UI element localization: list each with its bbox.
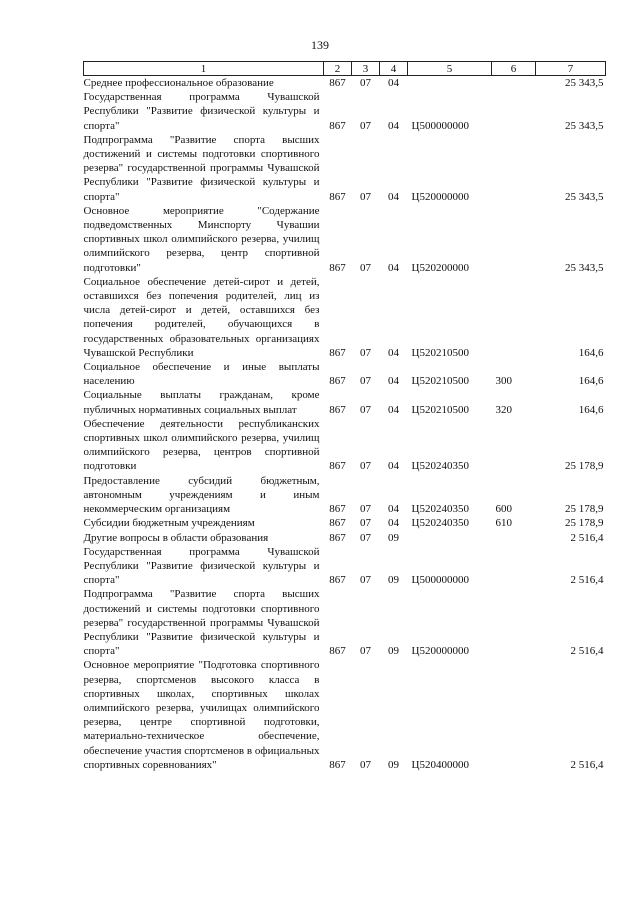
page-number: 139 — [311, 38, 329, 52]
row-target-article: Ц500000000 — [411, 119, 469, 132]
row-target-article — [408, 531, 492, 545]
row-section-code: 07 — [360, 531, 371, 544]
row-amount: 25 178,9 — [565, 503, 604, 516]
table-row — [84, 545, 606, 588]
table-header-row — [84, 62, 606, 76]
row-target-article: Ц520210500 — [411, 346, 469, 359]
row-subsection-code: 04 — [388, 77, 399, 89]
row-description: Основное мероприятие "Подготовка спортивного резерва, спортсменов высокого класса в спортивных школах, спортивных школах олимпийского резерва, училищах олимпийского резерва, центре спортивной подготовки, материально-техническое обеспечение, обеспечение участия спортсменов в официальных спортивных соревнованиях" — [83, 659, 320, 771]
row-section-code: 07 — [360, 261, 371, 274]
table-row — [84, 388, 606, 416]
row-target-article: Ц520210500 — [411, 403, 469, 416]
row-ministry-code: 867 — [329, 531, 346, 544]
table-row — [84, 204, 606, 275]
row-target-article: Ц520210500 — [411, 375, 469, 388]
row-expense-type: 600 — [495, 503, 512, 516]
row-description: Предоставление субсидий бюджетным, автономным учреждениям и иным некоммерческим организациям — [83, 474, 320, 516]
row-section-code: 07 — [360, 77, 371, 89]
row-ministry-code: 867 — [329, 645, 346, 658]
row-ministry-code: 867 — [329, 517, 346, 530]
row-amount: 25 343,5 — [565, 190, 604, 203]
row-ministry-code: 867 — [329, 261, 346, 274]
row-target-article: Ц520240350 — [411, 460, 469, 473]
row-section-code: 07 — [360, 758, 371, 771]
row-section-code: 07 — [360, 190, 371, 203]
row-expense-type — [492, 90, 536, 133]
row-amount: 164,6 — [578, 375, 604, 388]
row-description: Социальные выплаты гражданам, кроме публичных нормативных социальных выплат — [83, 389, 320, 416]
row-amount: 25 178,9 — [565, 517, 604, 530]
row-amount: 2 516,4 — [570, 758, 604, 771]
row-expense-type — [492, 417, 536, 474]
row-ministry-code: 867 — [329, 346, 346, 359]
table-row — [84, 516, 606, 530]
header-col-1: 1 — [84, 62, 324, 76]
row-target-article: Ц520240350 — [411, 503, 469, 516]
row-section-code: 07 — [360, 574, 371, 587]
row-subsection-code: 04 — [388, 403, 399, 416]
budget-table — [83, 61, 606, 772]
row-subsection-code: 09 — [388, 531, 399, 544]
row-expense-type — [492, 658, 536, 772]
row-section-code: 07 — [360, 375, 371, 388]
row-subsection-code: 04 — [388, 503, 399, 516]
row-section-code: 07 — [360, 119, 371, 132]
table-row — [84, 275, 606, 360]
table-row — [84, 587, 606, 658]
header-col-6: 6 — [492, 62, 536, 76]
row-expense-type — [492, 204, 536, 275]
header-col-5: 5 — [408, 62, 492, 76]
row-subsection-code: 09 — [388, 645, 399, 658]
row-description: Государственная программа Чувашской Республики "Развитие физической культуры и спорта" — [83, 91, 320, 132]
row-section-code: 07 — [360, 460, 371, 473]
table-row — [84, 658, 606, 772]
row-section-code: 07 — [360, 346, 371, 359]
row-subsection-code: 09 — [388, 758, 399, 771]
row-target-article: Ц500000000 — [411, 574, 469, 587]
row-expense-type — [492, 133, 536, 204]
row-subsection-code: 04 — [388, 346, 399, 359]
row-description: Обеспечение деятельности республиканских спортивных школ олимпийского резерва, училищ олимпийского резерва, центров спортивной подготовки — [83, 417, 320, 473]
row-ministry-code: 867 — [329, 503, 346, 516]
row-expense-type — [492, 76, 536, 91]
row-section-code: 07 — [360, 503, 371, 516]
row-description: Другие вопросы в области образования — [83, 531, 269, 544]
row-description: Субсидии бюджетным учреждениям — [83, 517, 255, 530]
row-description: Основное мероприятие "Содержание подведомственных Минспорту Чувашии спортивных школ олимпийского резерва, училищ олимпийского резерва, центр спортивной подготовки" — [83, 204, 320, 274]
row-section-code: 07 — [360, 403, 371, 416]
row-amount: 25 178,9 — [565, 460, 604, 473]
row-expense-type — [492, 545, 536, 588]
row-amount: 2 516,4 — [570, 645, 604, 658]
row-ministry-code: 867 — [329, 758, 346, 771]
row-amount: 25 343,5 — [565, 261, 604, 274]
row-target-article: Ц520400000 — [411, 758, 469, 771]
table-row — [84, 76, 606, 91]
row-amount: 164,6 — [578, 346, 604, 359]
row-subsection-code: 04 — [388, 261, 399, 274]
table-row — [84, 531, 606, 545]
row-description: Социальное обеспечение детей-сирот и детей, оставшихся без попечения родителей, лиц из числа детей-сирот и детей, оставшихся без попечения родителей, обучающихся в государственных образовательных организациях Чувашской Республики — [83, 275, 320, 359]
row-target-article — [408, 76, 492, 91]
row-amount: 2 516,4 — [570, 531, 604, 544]
row-amount: 25 343,5 — [565, 77, 604, 89]
header-col-3: 3 — [352, 62, 380, 76]
row-section-code: 07 — [360, 517, 371, 530]
row-ministry-code: 867 — [329, 574, 346, 587]
row-subsection-code: 04 — [388, 119, 399, 132]
row-target-article: Ц520200000 — [411, 261, 469, 274]
row-target-article: Ц520000000 — [411, 645, 469, 658]
row-description: Подпрограмма "Развитие спорта высших достижений и системы подготовки спортивного резерва" государственной программы Чувашской Республики "Развитие физической культуры и спорта" — [83, 588, 320, 658]
row-expense-type: 320 — [495, 403, 512, 416]
row-description: Государственная программа Чувашской Республики "Развитие физической культуры и спорта" — [83, 545, 320, 587]
row-expense-type — [492, 275, 536, 360]
row-target-article: Ц520000000 — [411, 190, 469, 203]
row-ministry-code: 867 — [329, 460, 346, 473]
row-expense-type — [492, 587, 536, 658]
row-expense-type — [492, 531, 536, 545]
row-amount: 164,6 — [578, 403, 604, 416]
row-ministry-code: 867 — [329, 119, 346, 132]
row-subsection-code: 09 — [388, 574, 399, 587]
table-row — [84, 417, 606, 474]
row-description: Социальное обеспечение и иные выплаты населению — [83, 361, 320, 388]
row-subsection-code: 04 — [388, 375, 399, 388]
header-col-7: 7 — [536, 62, 606, 76]
table-row — [84, 133, 606, 204]
row-amount: 25 343,5 — [565, 119, 604, 132]
row-expense-type: 300 — [495, 375, 512, 388]
row-ministry-code: 867 — [329, 190, 346, 203]
row-subsection-code: 04 — [388, 190, 399, 203]
row-expense-type: 610 — [495, 517, 512, 530]
table-row — [84, 360, 606, 388]
row-ministry-code: 867 — [329, 77, 346, 89]
row-ministry-code: 867 — [329, 375, 346, 388]
row-description: Среднее профессиональное образование — [83, 77, 274, 89]
row-amount: 2 516,4 — [570, 574, 604, 587]
table-row — [84, 90, 606, 133]
header-col-4: 4 — [380, 62, 408, 76]
row-section-code: 07 — [360, 645, 371, 658]
row-target-article: Ц520240350 — [411, 517, 469, 530]
row-ministry-code: 867 — [329, 403, 346, 416]
row-subsection-code: 04 — [388, 460, 399, 473]
row-subsection-code: 04 — [388, 517, 399, 530]
table-row — [84, 474, 606, 517]
header-col-2: 2 — [324, 62, 352, 76]
row-description: Подпрограмма "Развитие спорта высших достижений и системы подготовки спортивного резерва" государственной программы Чувашской Республики "Развитие физической культуры и спорта" — [83, 133, 320, 203]
